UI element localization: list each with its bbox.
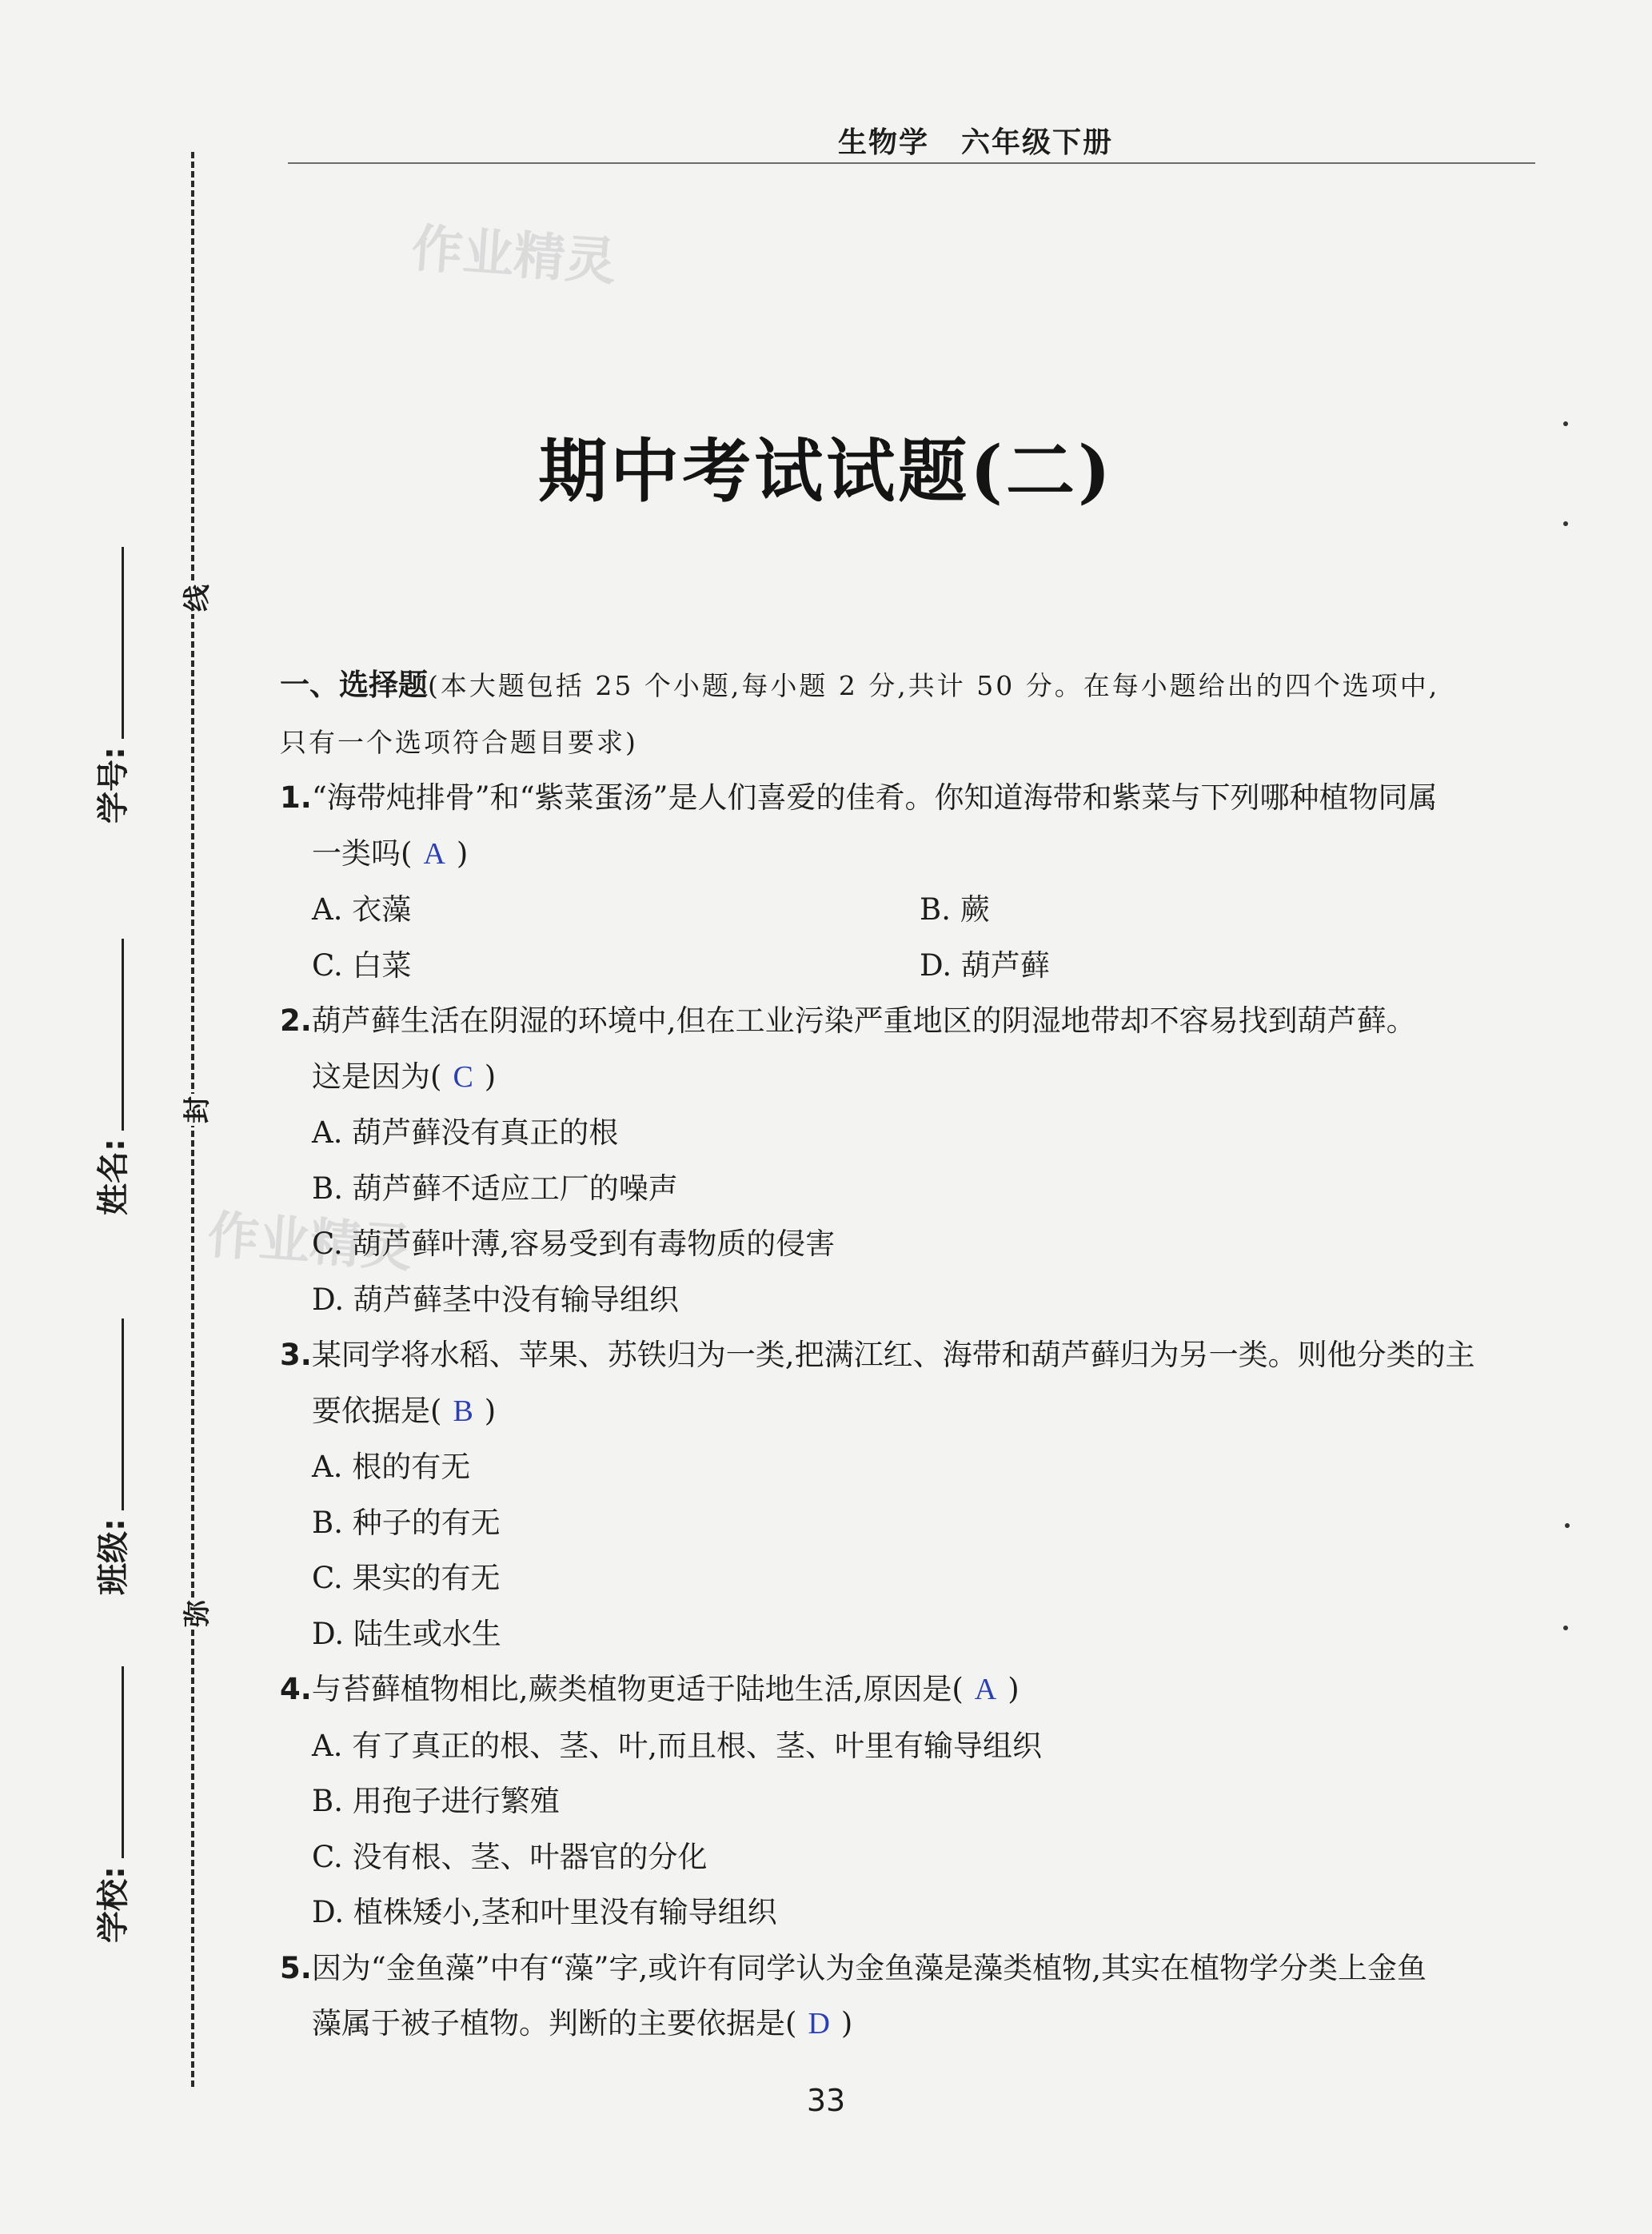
- option: A. 衣藻: [312, 892, 412, 927]
- option: C. 葫芦藓叶薄,容易受到有毒物质的侵害: [312, 1227, 836, 1261]
- header-rule: [288, 162, 1535, 164]
- question-1-options-row-1: [280, 882, 1527, 938]
- scan-speck: [1563, 421, 1568, 426]
- question-number: 2.: [280, 1003, 312, 1038]
- option: B. 葫芦藓不适应工厂的噪声: [312, 1171, 678, 1206]
- option: C. 没有根、茎、叶器官的分化: [312, 1839, 708, 1874]
- option: D. 葫芦藓茎中没有输导组织: [312, 1282, 679, 1317]
- option: B. 用孢子进行繁殖: [312, 1784, 560, 1818]
- question-1-options-row-2: [280, 938, 1527, 994]
- question-number: 5.: [280, 1950, 312, 1985]
- answer-mark: D: [808, 2007, 830, 2041]
- scan-speck: [1563, 1626, 1568, 1630]
- name-label: 姓名:: [95, 1139, 132, 1215]
- option: A. 有了真正的根、茎、叶,而且根、茎、叶里有输导组织: [312, 1728, 1043, 1763]
- school-blank[interactable]: [98, 1666, 124, 1858]
- binding-char-line: 线: [175, 582, 212, 614]
- page-header: [816, 120, 1135, 161]
- question-3-stem: 3.某同学将水稻、苹果、苏铁归为一类,把满江红、海带和葫芦藓归为另一类。则他分类的主 要依据是( B ): [280, 1338, 1475, 1428]
- scan-speck: [1565, 1523, 1570, 1528]
- student-id-field[interactable]: [88, 547, 134, 824]
- page-title: 期中考试试题(二): [538, 431, 1114, 512]
- question-number: 1.: [280, 780, 312, 815]
- question-1-stem: 1.“海带炖排骨”和“紫菜蛋汤”是人们喜爱的佳肴。你知道海带和紫菜与下列哪种植物同属 一类吗( A ): [280, 780, 1438, 871]
- section-title: 一、选择题: [280, 668, 428, 702]
- name-blank[interactable]: [98, 939, 124, 1131]
- school-field[interactable]: [88, 1666, 134, 1943]
- option: B. 种子的有无: [312, 1505, 501, 1540]
- option: C. 果实的有无: [312, 1561, 501, 1595]
- student-id-label: 学号:: [95, 747, 132, 824]
- option: A. 根的有无: [312, 1450, 471, 1484]
- binding-char-seal-2: 弥: [175, 1598, 212, 1630]
- question-number: 3.: [280, 1338, 312, 1372]
- option: C. 白菜: [312, 947, 412, 983]
- header-subject: 生物学: [837, 126, 929, 159]
- header-grade: 六年级下册: [961, 126, 1114, 159]
- binding-char-seal: 封: [175, 1094, 212, 1126]
- scan-speck: [1563, 521, 1568, 526]
- class-field[interactable]: [88, 1318, 134, 1595]
- option: D. 植株矮小,茎和叶里没有输导组织: [312, 1895, 777, 1929]
- question-content: [280, 657, 1527, 2052]
- option: D. 葫芦藓: [920, 947, 1050, 983]
- watermark-middle: 作业精灵: [206, 1206, 414, 1279]
- name-field[interactable]: [88, 939, 134, 1215]
- option: B. 蕨: [920, 892, 990, 927]
- answer-mark: A: [974, 1673, 997, 1706]
- watermark-top: 作业精灵: [409, 219, 618, 293]
- student-id-blank[interactable]: [98, 547, 124, 739]
- answer-mark: B: [453, 1394, 473, 1428]
- page-number: 33: [806, 2083, 846, 2118]
- option: D. 陆生或水生: [312, 1616, 501, 1651]
- question-number: 4.: [280, 1672, 312, 1706]
- school-label: 学校:: [95, 1866, 132, 1943]
- question-5-stem: 5.因为“金鱼藻”中有“藻”字,或许有同学认为金鱼藻是藻类植物,其实在植物学分类上金鱼 藻属于被子植物。判断的主要依据是( D ): [280, 1950, 1427, 2041]
- option: A. 葫芦藓没有真正的根: [312, 1115, 619, 1150]
- question-4-stem: 4.与苔藓植物相比,蕨类植物更适于陆地生活,原因是( A ): [280, 1672, 1020, 1706]
- answer-mark: C: [453, 1059, 473, 1094]
- section-heading: [280, 657, 1527, 714]
- section-description: (本大题包括 25 个小题,每小题 2 分,共计 50 分。在每小题给出的四个选项中,: [428, 670, 1440, 701]
- section-description-cont: 只有一个选项符合题目要求): [280, 726, 638, 758]
- answer-mark: A: [423, 836, 445, 871]
- question-2-stem: 2.葫芦藓生活在阴湿的环境中,但在工业污染严重地区的阴湿地带却不容易找到葫芦藓。 这是因为( C ): [280, 1003, 1416, 1094]
- class-label: 班级:: [95, 1518, 132, 1595]
- class-blank[interactable]: [98, 1318, 124, 1510]
